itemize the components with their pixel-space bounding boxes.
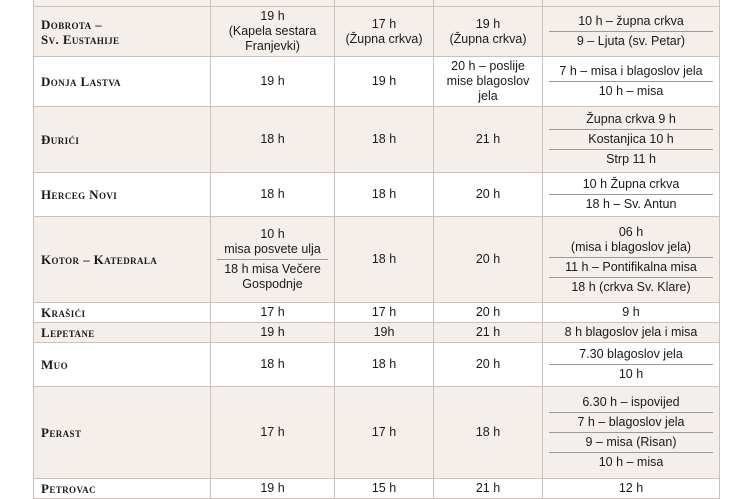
schedule-entry: 19 h (260, 481, 285, 495)
schedule-cell-c3 (434, 323, 543, 343)
schedule-entry: 6.30 h – ispovijed (582, 395, 680, 409)
table-row (34, 217, 720, 303)
schedule-entry: 18 h misa Večere Gospodnje (217, 259, 328, 294)
schedule-entry: 18 h (crkva Sv. Klare) (549, 277, 713, 297)
schedule-entry: 18 h (260, 132, 285, 146)
schedule-entry (438, 0, 538, 3)
schedule-cell-c2 (335, 107, 434, 173)
schedule-entry (547, 0, 715, 3)
schedule-entry: 12 h (618, 481, 644, 495)
schedule-entry: 19 h (Župna crkva) (449, 16, 527, 46)
schedule-entry: 20 h (475, 187, 501, 201)
schedule-cell-c2 (335, 323, 434, 343)
schedule-entry: 18 h (371, 357, 397, 371)
schedule-entry: 19 h (260, 325, 285, 339)
table-row (34, 303, 720, 323)
table-row (34, 479, 720, 499)
place-name: Perast (34, 387, 211, 479)
schedule-entry: 7 h – misa i blagoslov jela (559, 64, 703, 78)
schedule-cell-c4 (543, 107, 720, 173)
schedule-entry: 06 h (misa i blagoslov jela) (570, 224, 692, 254)
schedule-entry: 19 h (260, 74, 285, 88)
place-name: Donja Lastva (34, 57, 211, 107)
table-body (34, 0, 720, 499)
schedule-cell-c3 (434, 303, 543, 323)
schedule-entry: 18 h (475, 425, 501, 439)
schedule-cell-c3 (434, 343, 543, 387)
schedule-entry: Strp 11 h (549, 149, 713, 169)
table-row (34, 387, 720, 479)
schedule-entry: 10 h misa posvete ulja (224, 227, 321, 256)
schedule-entry: 17 h (Župna crkva) (345, 16, 423, 46)
schedule-entry: 18 h (371, 187, 397, 201)
schedule-cell-c1 (211, 7, 335, 57)
place-name: Muo (34, 343, 211, 387)
schedule-cell-c4 (543, 323, 720, 343)
place-name: Kotor – Katedrala (34, 217, 211, 303)
place-name: Petrovac (34, 479, 211, 499)
schedule-entry: 18 h – Sv. Antun (549, 194, 713, 214)
schedule-cell-c1 (211, 217, 335, 303)
schedule-cell-c4 (543, 7, 720, 57)
schedule-cell-c4 (543, 387, 720, 479)
schedule-cell-c4 (543, 57, 720, 107)
schedule-cell-c4 (543, 479, 720, 499)
place-name: Dobrota – Sv. Eustahije (34, 7, 211, 57)
place-name: Đurići (34, 107, 211, 173)
table-row (34, 57, 720, 107)
schedule-entry: 15 h (371, 481, 397, 495)
schedule-cell-c1 (211, 387, 335, 479)
table-row (34, 7, 720, 57)
schedule-entry: 10 h – župna crkva (578, 14, 684, 28)
schedule-cell-c2 (335, 343, 434, 387)
schedule-cell-c2 (335, 387, 434, 479)
schedule-cell-c3 (434, 107, 543, 173)
schedule-cell-c4 (543, 217, 720, 303)
table-row (34, 323, 720, 343)
schedule-entry: 18 h (371, 132, 397, 146)
schedule-cell-c2 (335, 303, 434, 323)
schedule-entry: 18 h (371, 252, 397, 266)
schedule-entry: 17 h (371, 425, 397, 439)
schedule-entry: 9 – Ljuta (sv. Petar) (549, 31, 713, 51)
place-name: Lepetane (34, 323, 211, 343)
schedule-entry: 7.30 blagoslov jela (579, 347, 683, 361)
schedule-cell-c3 (434, 7, 543, 57)
schedule-cell-c3 (434, 173, 543, 217)
schedule-cell-c4 (543, 303, 720, 323)
schedule-entry: 9 – misa (Risan) (549, 432, 713, 452)
schedule-entry: 21 h (475, 132, 501, 146)
schedule-cell-c1 (211, 303, 335, 323)
schedule-cell-c2 (335, 57, 434, 107)
schedule-cell-c1 (211, 323, 335, 343)
schedule-entry: 7 h – blagoslov jela (549, 412, 713, 432)
schedule-entry: 10 h – misa (549, 81, 713, 101)
schedule-entry: 10 h – misa (549, 452, 713, 472)
schedule-entry: Kostanjica 10 h (549, 129, 713, 149)
schedule-cell-c3 (434, 57, 543, 107)
schedule-entry: 19h (373, 325, 395, 339)
schedule-entry (215, 0, 330, 3)
schedule-cell-c2 (335, 173, 434, 217)
place-name: Herceg Novi (34, 173, 211, 217)
schedule-entry: 17 h (260, 305, 285, 319)
schedule-entry: 19 h (371, 74, 397, 88)
schedule-entry: 18 h (260, 187, 285, 201)
schedule-entry: 8 h blagoslov jela i misa (564, 325, 698, 339)
schedule-cell-c1 (211, 479, 335, 499)
schedule-entry: 19 h (Kapela sestara Franjevki) (228, 9, 317, 53)
schedule-entry: 9 h (622, 305, 640, 319)
schedule-cell-c2 (335, 479, 434, 499)
schedule-entry: 20 h (475, 305, 501, 319)
schedule-cell-c4 (543, 173, 720, 217)
schedule-entry: 20 h (475, 252, 501, 266)
mass-schedule-table (33, 0, 720, 499)
schedule-cell-c1 (211, 173, 335, 217)
schedule-entry: Župna crkva 9 h (586, 112, 676, 126)
schedule-entry: 21 h (475, 481, 501, 495)
schedule-cell-c2 (335, 7, 434, 57)
place-name: Krašići (34, 303, 211, 323)
schedule-entry: 20 h (475, 357, 501, 371)
schedule-cell-c4 (543, 343, 720, 387)
schedule-cell-c1 (211, 107, 335, 173)
schedule-cell-c1 (211, 343, 335, 387)
schedule-entry: 17 h (260, 425, 285, 439)
table-row (34, 173, 720, 217)
table-row (34, 343, 720, 387)
schedule-entry: 17 h (371, 305, 397, 319)
schedule-cell-c1 (211, 57, 335, 107)
schedule-cell-c3 (434, 479, 543, 499)
schedule-entry: 10 h Župna crkva (582, 177, 680, 191)
schedule-cell-c2 (335, 217, 434, 303)
schedule-entry: 10 h (549, 364, 713, 384)
schedule-entry: 20 h – poslije mise blagoslov jela (446, 59, 530, 103)
schedule-cell-c3 (434, 387, 543, 479)
schedule-entry: 21 h (475, 325, 501, 339)
schedule-entry (339, 0, 429, 3)
schedule-cell-c3 (434, 217, 543, 303)
schedule-entry: 11 h – Pontifikalna misa (549, 257, 713, 277)
table-row (34, 107, 720, 173)
schedule-entry: 18 h (260, 357, 285, 371)
